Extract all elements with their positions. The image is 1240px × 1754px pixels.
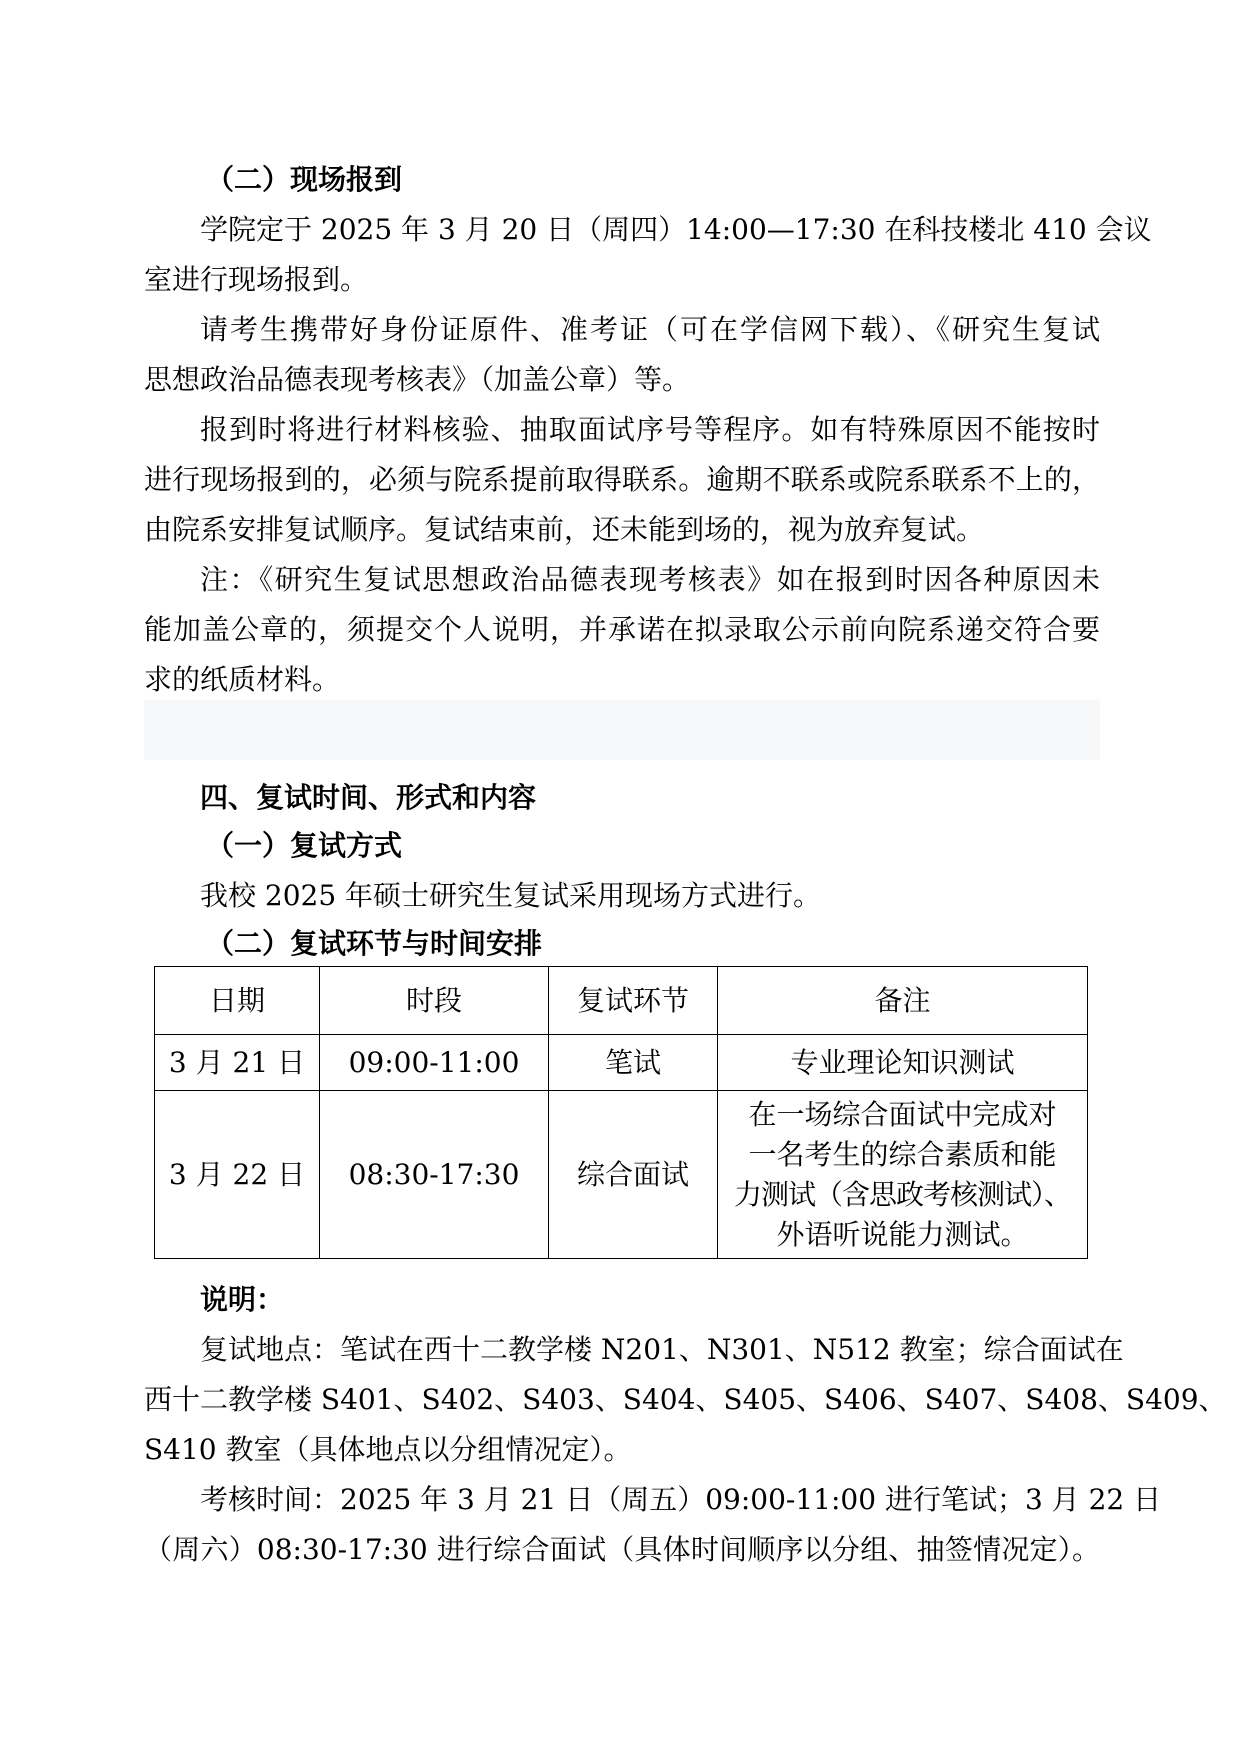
paragraph-line: 请考生携带好身份证原件、准考证（可在学信网下载）、《研究生复试 (200, 313, 1100, 346)
paragraph-line: 西十二教学楼 S401、S402、S403、S404、S405、S406、S407、S408、S409、 (144, 1383, 1227, 1416)
note-line: 在一场综合面试中完成对 (748, 1097, 1057, 1131)
table-cell-date: 3 月 21 日 (155, 1035, 320, 1091)
section-heading-four: 四、复试时间、形式和内容 (200, 781, 537, 814)
table-cell-time: 09:00-11:00 (320, 1035, 549, 1091)
paragraph-line: （周六）08:30-17:30 进行综合面试（具体时间顺序以分组、抽签情况定）。 (144, 1533, 1100, 1566)
note-line: 外语听说能力测试。 (776, 1217, 1029, 1251)
paragraph-line: 复试地点：笔试在西十二教学楼 N201、N301、N512 教室；综合面试在 (200, 1333, 1124, 1366)
note-line: 注：《研究生复试思想政治品德表现考核表》如在报到时因各种原因未 (200, 563, 1100, 596)
paragraph-line: 思想政治品德表现考核表》（加盖公章）等。 (144, 363, 691, 396)
table-header-cell: 复试环节 (549, 967, 718, 1035)
table-cell-stage: 笔试 (549, 1035, 718, 1091)
subsection-heading-method: （一）复试方式 (206, 829, 403, 862)
paragraph-line: 我校 2025 年硕士研究生复试采用现场方式进行。 (200, 879, 822, 912)
note-line: 力测试（含思政考核测试）、 (733, 1177, 1071, 1211)
paragraph-line: S410 教室（具体地点以分组情况定）。 (144, 1433, 632, 1466)
table-header-cell: 日期 (155, 967, 320, 1035)
note-line: 能加盖公章的，须提交个人说明，并承诺在拟录取公示前向院系递交符合要 (144, 613, 1100, 646)
table-cell-stage: 综合面试 (549, 1091, 718, 1259)
section-heading-onsite-registration: （二）现场报到 (206, 163, 403, 196)
table-row (155, 1091, 1088, 1259)
note-line: 求的纸质材料。 (144, 663, 341, 696)
paragraph-line: 由院系安排复试顺序。复试结束前，还未能到场的，视为放弃复试。 (144, 513, 985, 546)
paragraph-line: 报到时将进行材料核验、抽取面试序号等程序。如有特殊原因不能按时 (200, 413, 1100, 446)
table-cell-note: 专业理论知识测试 (718, 1035, 1088, 1091)
table-cell-note (718, 1091, 1088, 1259)
paragraph-line: 进行现场报到的，必须与院系提前取得联系。逾期不联系或院系联系不上的， (144, 463, 1100, 496)
schedule-table (154, 966, 1088, 1259)
table-header-cell: 备注 (718, 967, 1088, 1035)
page-break-band (144, 700, 1100, 760)
explanation-heading: 说明： (200, 1283, 285, 1316)
table-header-cell: 时段 (320, 967, 549, 1035)
table-row (155, 1035, 1088, 1091)
table-cell-time: 08:30-17:30 (320, 1091, 549, 1259)
paragraph-line: 学院定于 2025 年 3 月 20 日（周四）14:00—17:30 在科技楼北 410 会议 (200, 213, 1152, 246)
paragraph-line: 考核时间：2025 年 3 月 21 日（周五）09:00-11:00 进行笔试；3 月 22 日 (200, 1483, 1162, 1516)
paragraph-line: 室进行现场报到。 (144, 263, 369, 296)
table-cell-date: 3 月 22 日 (155, 1091, 320, 1259)
table-header-row (155, 967, 1088, 1035)
note-line: 一名考生的综合素质和能 (748, 1137, 1057, 1171)
subsection-heading-schedule: （二）复试环节与时间安排 (206, 927, 543, 960)
